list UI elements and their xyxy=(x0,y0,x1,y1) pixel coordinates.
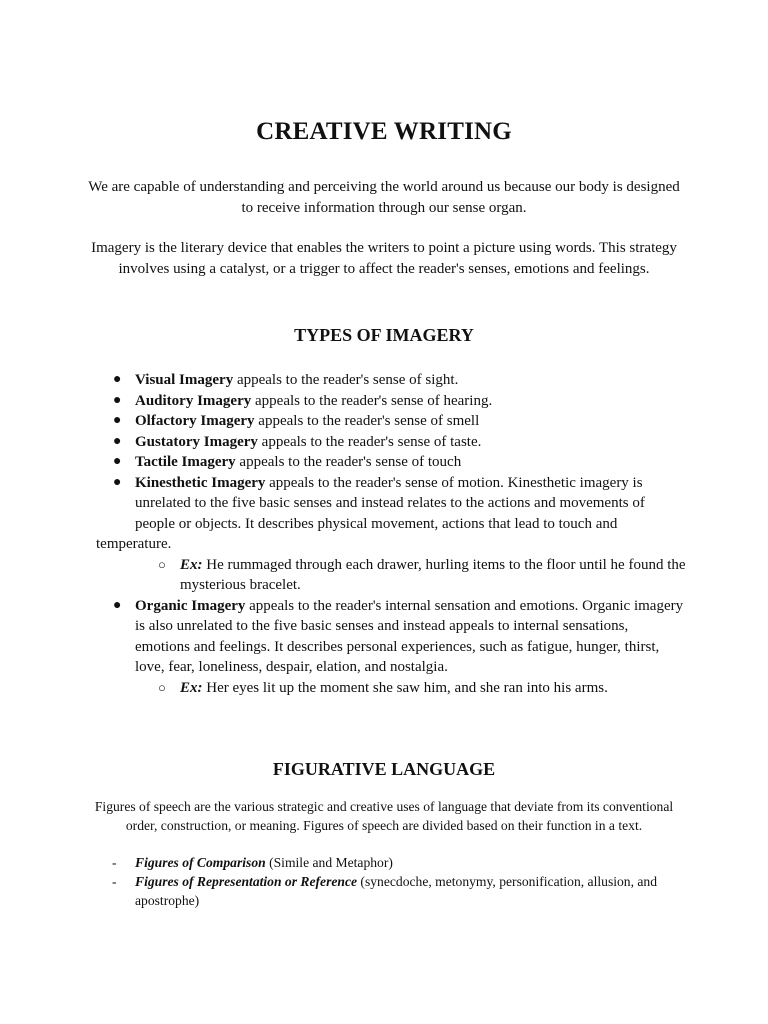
figure-description: (Simile and Metaphor) xyxy=(265,855,393,870)
figure-term: Figures of Representation or Reference xyxy=(135,873,358,889)
imagery-description: appeals to the reader's sense of taste. xyxy=(257,433,482,450)
list-item xyxy=(96,370,686,391)
figurative-language-heading: FIGURATIVE LANGUAGE xyxy=(272,759,496,779)
example-text: He rummaged through each drawer, hurling items to the floor until he found the mysterious bracelet. xyxy=(180,556,686,593)
figure-description: (synecdoche, metonymy, personification, allusion, and apostrophe) xyxy=(135,873,658,908)
imagery-description-tail: temperature. xyxy=(96,536,172,552)
page-title: CREATIVE WRITING xyxy=(256,118,512,145)
imagery-term: Kinesthetic Imagery xyxy=(135,474,266,491)
list-item xyxy=(110,873,690,911)
list-item xyxy=(96,596,686,699)
imagery-description: appeals to the reader's sense of hearing. xyxy=(251,392,493,409)
imagery-description: appeals to the reader's internal sensation and emotions. Organic imagery is also unrelated to the five basic senses and instead appeals to internal sensations, emotions and feelings. It describes personal experiences, such as fatigue, hunger, thirst, love, fear, loneliness, despair, elation, and nostalgia. xyxy=(135,597,684,675)
list-item xyxy=(96,473,686,596)
imagery-term: Tactile Imagery xyxy=(135,454,236,470)
imagery-description: appeals to the reader's sense of smell xyxy=(254,413,480,429)
figurative-language-paragraph: Figures of speech are the various strategic and creative uses of language that deviate from its conventional order, construction, or meaning. Figures of speech are divided based on their function in a text. xyxy=(94,799,674,833)
bullet-icon: ● xyxy=(113,413,122,428)
list-item xyxy=(96,391,686,412)
example-item xyxy=(135,678,686,699)
imagery-description: appeals to the reader's sense of sight. xyxy=(233,372,459,388)
dash-bullet-icon: - xyxy=(112,873,117,889)
bullet-icon: ● xyxy=(113,474,122,490)
imagery-description: appeals to the reader's sense of motion. Kinesthetic imagery is unrelated to the five basic senses and instead relates to the actions and movements of people or objects. It describes physical movement, actions that lead to touch and xyxy=(135,474,645,532)
imagery-types-list xyxy=(96,370,686,698)
bullet-icon: ● xyxy=(113,433,122,449)
bullet-icon: ● xyxy=(113,454,122,469)
list-item xyxy=(96,432,686,453)
imagery-term: Gustatory Imagery xyxy=(135,433,258,450)
imagery-description: appeals to the reader's sense of touch xyxy=(235,454,462,470)
circle-bullet-icon: ○ xyxy=(158,556,166,572)
imagery-term: Organic Imagery xyxy=(135,597,246,614)
example-label: Ex: xyxy=(180,556,203,573)
example-label: Ex: xyxy=(180,679,203,696)
bullet-icon: ● xyxy=(113,372,122,387)
figure-term: Figures of Comparison xyxy=(135,855,266,870)
bullet-icon: ● xyxy=(113,597,122,613)
intro-paragraph-imagery: Imagery is the literary device that enables the writers to point a picture using words. This strategy involves using a catalyst, or a trigger to affect the reader's senses, emotions and feelings. xyxy=(91,240,677,277)
intro-paragraph-senses: We are capable of understanding and perceiving the world around us because our body is designed to receive information through our sense organ. xyxy=(88,179,680,216)
types-of-imagery-heading: TYPES OF IMAGERY xyxy=(294,325,474,345)
example-text: Her eyes lit up the moment she saw him, and she ran into his arms. xyxy=(202,679,608,696)
circle-bullet-icon: ○ xyxy=(158,679,166,695)
figure-types-list xyxy=(110,854,690,910)
list-item xyxy=(110,854,690,873)
example-list xyxy=(135,678,686,699)
imagery-term: Visual Imagery xyxy=(135,372,234,388)
dash-bullet-icon: - xyxy=(112,855,117,870)
imagery-term: Auditory Imagery xyxy=(135,392,252,409)
example-item xyxy=(135,555,686,596)
imagery-term: Olfactory Imagery xyxy=(135,413,255,429)
example-list xyxy=(135,555,686,596)
list-item xyxy=(96,411,686,432)
list-item xyxy=(96,452,686,473)
bullet-icon: ● xyxy=(113,392,122,408)
